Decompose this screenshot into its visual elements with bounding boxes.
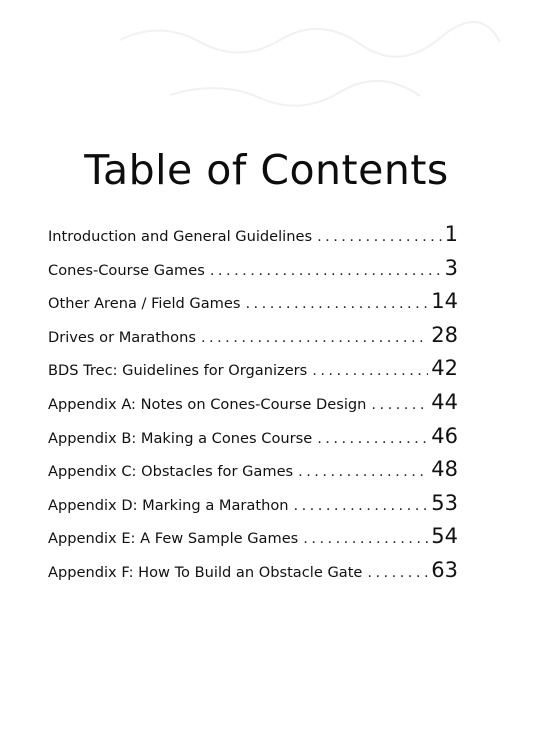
toc-entry-title: Introduction and General Guidelines [48, 228, 313, 245]
toc-page-number: 46 [431, 423, 458, 448]
toc-entry[interactable] [48, 222, 458, 256]
table-of-contents [48, 222, 458, 592]
toc-leader-dots [245, 295, 428, 312]
toc-entry-title: Appendix B: Making a Cones Course [48, 429, 313, 447]
toc-entry-title: Other Arena / Field Games [48, 295, 241, 313]
toc-page-number: 44 [431, 389, 458, 414]
bleed-through-shadow [0, 0, 533, 130]
toc-entry-title: Appendix C: Obstacles for Games [48, 463, 294, 481]
toc-leader-dots [210, 262, 442, 279]
toc-entry-title: BDS Trec: Guidelines for Organizers [48, 362, 308, 380]
toc-page-number: 28 [431, 322, 458, 347]
toc-page-number: 54 [431, 524, 458, 549]
toc-entry[interactable] [48, 424, 458, 458]
toc-entry-title: Drives or Marathons [48, 328, 196, 346]
toc-entry[interactable] [48, 323, 458, 357]
toc-page-number: 14 [431, 289, 458, 314]
toc-entry[interactable] [48, 457, 458, 491]
toc-page-number: 63 [431, 557, 458, 582]
toc-leader-dots [294, 497, 429, 514]
toc-leader-dots [317, 430, 428, 447]
toc-leader-dots [367, 564, 428, 581]
toc-entry[interactable] [48, 558, 458, 592]
toc-leader-dots [201, 329, 428, 346]
toc-leader-dots [298, 463, 428, 480]
toc-entry[interactable] [48, 524, 458, 558]
toc-page-number: 1 [444, 222, 458, 246]
toc-entry-title: Appendix A: Notes on Cones-Course Design [48, 395, 367, 413]
toc-entry[interactable] [48, 390, 458, 424]
toc-page-number: 42 [431, 356, 458, 381]
toc-leader-dots [312, 362, 428, 379]
toc-entry-title: Appendix E: A Few Sample Games [48, 530, 299, 548]
toc-entry[interactable] [48, 491, 458, 525]
toc-entry-title: Appendix F: How To Build an Obstacle Gate [48, 563, 363, 581]
toc-entry-title: Cones-Course Games [48, 261, 205, 279]
toc-leader-dots [371, 396, 428, 413]
page-title: Table of Contents [84, 146, 449, 194]
toc-leader-dots [303, 530, 428, 547]
toc-leader-dots [317, 228, 442, 245]
toc-entry[interactable] [48, 289, 458, 323]
toc-page-number: 3 [444, 255, 458, 280]
toc-page-number: 48 [431, 457, 458, 482]
toc-entry[interactable] [48, 356, 458, 390]
toc-page-number: 53 [431, 490, 458, 515]
toc-entry[interactable] [48, 256, 458, 290]
toc-entry-title: Appendix D: Marking a Marathon [48, 496, 289, 514]
